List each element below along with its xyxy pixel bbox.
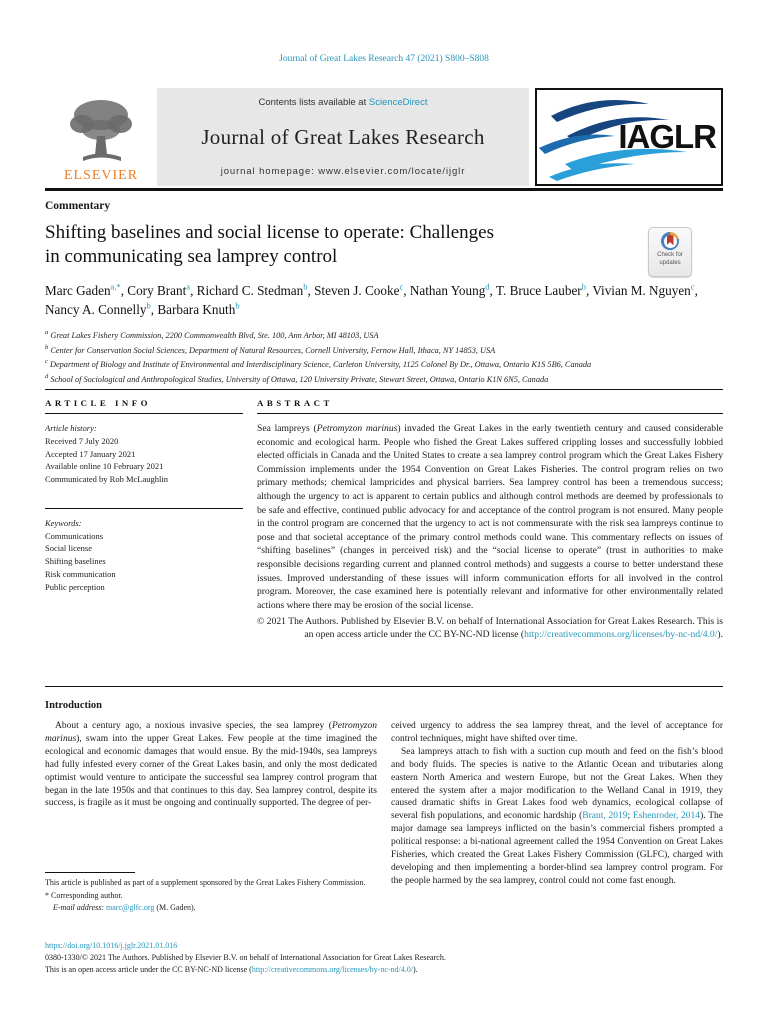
contents-line-prefix: Contents lists available at xyxy=(258,97,369,108)
masthead-center xyxy=(157,88,529,186)
abstract-heading: ABSTRACT xyxy=(257,398,723,414)
affiliation-line: $^c$ Department of Biology and Institute of Environmental and Interdisciplinary Science, Carleton University, 1125 Colonel By Dr., Ottawa, Ontario K1S 5B6, Canada xyxy=(45,358,592,370)
article-title xyxy=(45,221,605,269)
author: Nathan Young$^d$, xyxy=(409,282,496,299)
email-line: E-mail address: marc@glfc.org (M. Gaden). xyxy=(53,903,196,912)
species-name: Petromyzon marinus xyxy=(316,423,398,434)
masthead-rule xyxy=(45,188,723,191)
check-updates-label: Check for updates xyxy=(657,252,683,266)
article-title-line1: Shifting baselines and social license to operate: Challenges xyxy=(45,222,495,243)
cc-license-link[interactable]: http://creativecommons.org/licenses/by-nc-nd/4.0/ xyxy=(524,629,718,641)
keyword: Shifting baselines xyxy=(45,556,106,566)
article-history-label: Article history: xyxy=(45,423,97,433)
body-paragraph: Sea lampreys attach to fish with a suction cup mouth and feed on the fish’s blood and body fluids. The species is native to the Atlantic Ocean and tributaries along eastern North America and western Europe, but not the Great Lakes. When they entered the system after a major modification to the Welland Canal in 1919, they caused dramatic shifts in Great Lakes food web dynamics, ecological collapse of several fish populations, and economic hardship (Brant, 2019; Eshenroder, 2014). The major damage sea lampreys inflicted on the basin’s commercial fishers prompted a political response: a bi-national agreement called the 1954 Convention on Great Lakes Fisheries, which created the Great Lakes Fishery Commission (GLFC), charged with developing and then implementing a border-blind sea lamprey control program. For the people harmed by the sea lamprey, control could not come fast enough. xyxy=(391,746,724,886)
iaglr-logo-text: IAGLR xyxy=(618,118,716,155)
elsevier-logo xyxy=(45,88,157,186)
elsevier-logo-text: ELSEVIER xyxy=(63,168,139,183)
author: Cory Brant$^a$, xyxy=(127,282,197,299)
email-label: E-mail address: xyxy=(53,903,105,912)
citation-link[interactable]: Eshenroder, 2014 xyxy=(632,811,701,822)
body-columns xyxy=(45,720,723,888)
author: Nancy A. Connelly$^b$, xyxy=(45,300,158,318)
issn-copyright-line: 0380-1330/© 2021 The Authors. Published by Elsevier B.V. on behalf of International Association for Great Lakes Research. xyxy=(45,953,446,962)
journal-title: Journal of Great Lakes Research xyxy=(201,124,485,149)
license-line: This is an open access article under the CC BY-NC-ND license (http://creativecommons.org/licenses/by-nc-nd/4.0/). xyxy=(45,965,418,974)
keyword: Risk communication xyxy=(45,568,116,579)
body-column-left xyxy=(45,720,377,888)
article-history-line: Communicated by Rob McLaughlin xyxy=(45,474,168,484)
keyword: Public perception xyxy=(45,581,105,592)
article-history-line: Accepted 17 January 2021 xyxy=(45,448,136,459)
corresponding-author-note: * Corresponding author. xyxy=(45,891,123,900)
author: T. Bruce Lauber$^b$, xyxy=(495,282,593,299)
author-list xyxy=(45,282,705,320)
affiliation-line: $^b$ Center for Conservation Social Sciences, Department of Natural Resources, Cornell University, Fernow Hall, Ithaca, NY 14853, USA xyxy=(45,343,496,355)
body-paragraph: About a century ago, a noxious invasive species, the sea lamprey (Petromyzon marinus), swam into the upper Great Lakes. Few people at the time imagined the ecological and economic damages that would ensue. By the mid-1940s, sea lampreys had fully infested every corner of the Great Lakes basin, and only the most dedicated optimist would venture to anticipate the successful sea lamprey control program that began in the late 1950s and that continues to this day. Sea lamprey control, despite its success, is fragile as it must be ongoing and continually supported. The degree of per- xyxy=(45,721,377,809)
keywords-label: Keywords: xyxy=(45,517,82,528)
iaglr-logo xyxy=(535,88,723,186)
check-updates-icon xyxy=(661,232,679,250)
elsevier-tree-icon xyxy=(65,95,137,167)
article-history-line: Available online 10 February 2021 xyxy=(45,461,164,472)
journal-homepage-link[interactable]: journal homepage: www.elsevier.com/locate/ijglr xyxy=(220,166,466,177)
supplement-note: This article is published as part of a supplement sponsored by the Great Lakes Fishery Commission. xyxy=(45,878,366,887)
running-head-citation: Journal of Great Lakes Research 47 (2021) S800–S808 xyxy=(279,54,489,64)
article-info-heading: ARTICLE INFO xyxy=(45,398,243,414)
article-history-line: Received 7 July 2020 xyxy=(45,435,119,446)
article-info-divider xyxy=(45,508,243,509)
cc-license-link[interactable]: http://creativecommons.org/licenses/by-nc-nd/4.0/ xyxy=(251,965,413,974)
author: Steven J. Cooke$^c$, xyxy=(314,282,410,299)
body-column-right xyxy=(391,720,723,888)
affiliation-line: $^d$ School of Sociological and Anthropological Studies, University of Ottawa, 120 University Private, Stewart Street, Ottawa, Ontario K1N 6N5, Canada xyxy=(45,372,549,384)
bookmark-icon xyxy=(667,235,674,246)
doi-link[interactable]: https://doi.org/10.1016/j.jglr.2021.01.016 xyxy=(45,941,178,950)
footnote-block xyxy=(45,872,385,914)
article-title-line2: in communicating sea lamprey control xyxy=(45,246,338,268)
article-info-column xyxy=(45,398,243,685)
email-link[interactable]: marc@glfc.org xyxy=(106,903,155,912)
keyword: Social license xyxy=(45,543,92,554)
citation-link[interactable]: Brant, 2019 xyxy=(582,811,628,822)
footnote-rule xyxy=(45,872,135,873)
article-type-label: Commentary xyxy=(45,200,111,212)
affiliation-line: $^a$ Great Lakes Fishery Commission, 2200 Commonwealth Blvd, Ste. 100, Ann Arbor, MI 48103, USA xyxy=(45,329,379,340)
keyword: Communications xyxy=(45,530,104,541)
check-for-updates-badge[interactable] xyxy=(648,227,692,277)
info-abstract-section xyxy=(45,398,723,685)
author: Vivian M. Nguyen$^c$, xyxy=(592,282,698,299)
section-rule-bottom xyxy=(45,686,723,687)
abstract-column xyxy=(257,398,723,685)
affiliation-list xyxy=(45,328,723,387)
sciencedirect-link[interactable]: ScienceDirect xyxy=(368,97,428,108)
body-paragraph: ceived urgency to address the sea lamprey threat, and the level of acceptance for control techniques, might have shifted over time. xyxy=(391,721,723,744)
page-footer xyxy=(45,940,723,976)
abstract-text: Sea lampreys (Petromyzon marinus) invaded the Great Lakes in the early twentieth century and caused considerable economic and ecological harm. People who fished the Great Lakes suffered crippling losses and successfully lobbied elected officials in Canada and the United States to create a sea lamprey control program which the Great Lakes Fishery Commission implements under the 1954 Convention on Great Lakes Fisheries. The control program relies on two primary methods; chemical lampricides and physical barriers. Sea lamprey control has been a tremendous success; although the urgency to act is apparent to certain publics and although control methods are deemed by professionals to be safe and effective, continued public advocacy for and acceptance of the control program is not ensured. Many people in the control program are concerned that the urgency to act is not commensurate with the risk sea lampreys continue to pose and that societal acceptance of the primary control methods could wane. This commentary reflects on issues of “shifting baselines” (changes in perceived risk) and the “social license to operate” (trust in authorities to make responsible decisions regarding current and planned control methods) and suggests a course to better understand these issues. Improved understanding of these issues will inform communication efforts for all involved in the control program. Moreover, the case examined here is potentially relevant and informative for other environmentally related actions where there may be erosion of the social license. xyxy=(257,423,723,611)
introduction-heading: Introduction xyxy=(45,700,102,711)
author: Marc Gaden$^{a,*}$, xyxy=(45,282,128,299)
contents-line xyxy=(259,97,428,108)
section-rule-top xyxy=(45,389,723,390)
author: Richard C. Stedman$^b$, xyxy=(196,282,315,299)
abstract-copyright: © 2021 The Authors. Published by Elsevier B.V. on behalf of International Association for Great Lakes Research. This is an open access article under the CC BY-NC-ND license (http://creativecommons.org/licenses/by-nc-nd/4.0/). xyxy=(257,615,723,641)
journal-masthead xyxy=(45,88,723,186)
author: Barbara Knuth$^b$ xyxy=(157,300,240,318)
species-name: Petromyzon marinus xyxy=(45,721,377,744)
